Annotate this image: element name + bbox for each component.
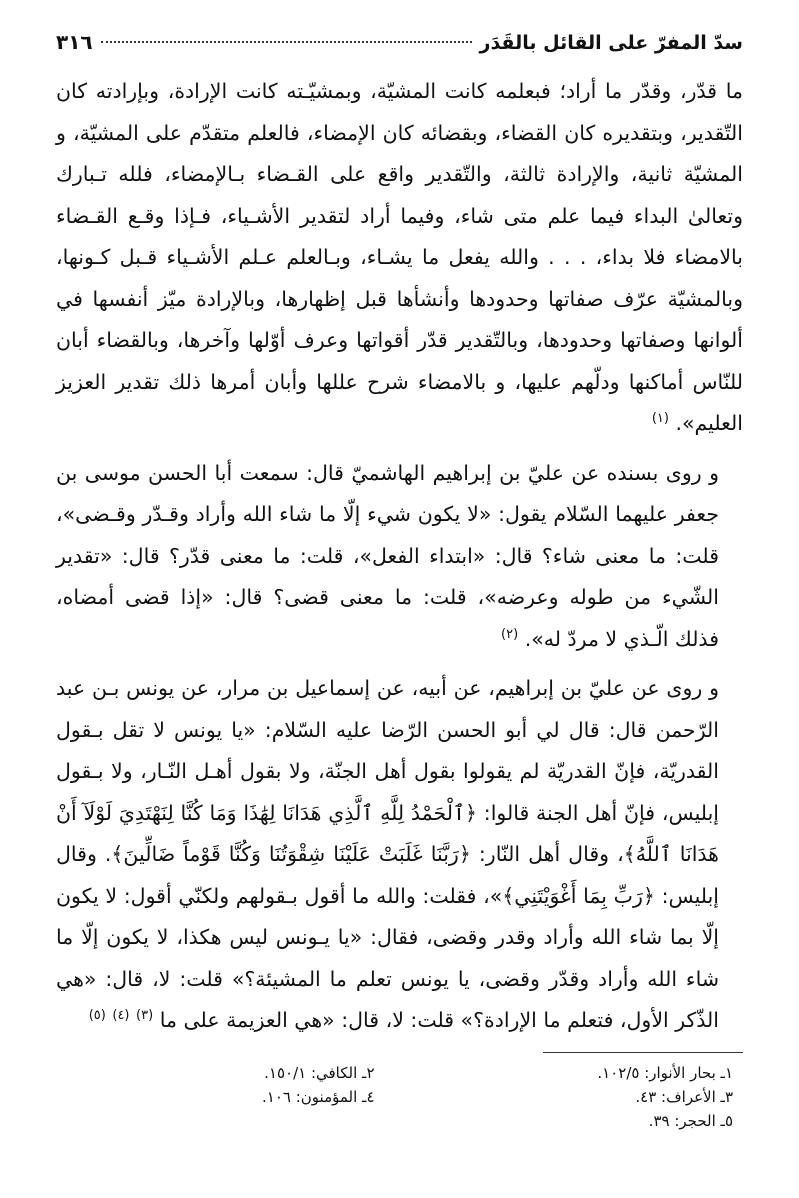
page-number: ٣١٦ <box>56 30 93 54</box>
footnote-marker-5: (٥) <box>88 1008 106 1024</box>
main-text <box>56 71 743 1042</box>
footnote-2: ٢ـ الكافي: ١٥٠/١. <box>264 1063 375 1082</box>
paragraph-1 <box>56 71 743 445</box>
footnote-marker-4: (٤) <box>112 1008 130 1024</box>
footnote-divider <box>543 1052 743 1053</box>
paragraph-3 <box>56 668 743 1042</box>
paragraph-1-text: ما قدّر، وقدّر ما أراد؛ فبعلمه كانت المشيّة، وبمشيّـته كانت الإرادة، وبإرادته كان التّقدير، وبتقديره كان القضاء، وبقضائه كان الإمضاء، فالعلم متقدّم على المشيّة، و المشيّة ثانية، والإرادة ثالثة، والتّقدير واقع على القـضاء بـالإمضاء، فلله تـبارك وتعالىٰ البداء فيما علم متى شاء، وفيما أراد لتقدير الأشـياء، فـإذا وقـع القـضاء بالامضاء فلا بداء، . . . والله يفعل ما يشـاء، وبـالعلم عـلم الأشـياء قـبل كـونها، وبالمشيّة عرّف صفاتها وحدودها وأنشأها قبل إظهارها، وبالإرادة ميّز أنفسها في ألوانها وصفاتها وحدودها، وبالتّقدير قدّر أقواتها وعرف أوّلها وآخرها، وبالقضاء أبان للنّاس أماكنها ودلّهم عليها، و بالامضاء شرح عللها وأبان أمرها ذلك تقدير العزيز العليم». <box>56 79 743 435</box>
footnote-marker-2: (٢) <box>501 626 519 642</box>
paragraph-2-text: و روى بسنده عن عليّ بن إبراهيم الهاشميّ قال: سمعت أبا الحسن موسى بن جعفر عليهما السّلام يقول: «لا يكون شيء إلّا ما شاء الله وأراد وقـدّر وقـضى»، قلت: ما معنى شاء؟ قال: «ابتداء الفعل»، قلت: ما معنى قدّر؟ قال: «تقدير الشّيء من طوله وعرضه»، قلت: ما معنى قضى؟ قال: «إذا قضى أمضاه، فذلك الّـذي لا مردّ له». <box>56 460 719 651</box>
footnote-3: ٣ـ الأعراف: ٤٣. <box>635 1087 733 1106</box>
header-dots <box>101 41 472 43</box>
footnote-marker-3: (٣) <box>136 1008 154 1024</box>
paragraph-2 <box>56 453 743 661</box>
running-header <box>56 28 743 57</box>
footnote-5: ٥ـ الحجر: ٣٩. <box>648 1111 733 1130</box>
footnotes <box>56 1061 743 1133</box>
paragraph-3-text: و روى عن عليّ بن إبراهيم، عن أبيه، عن إسماعيل بن مرار، عن يونس بـن عبد الرّحمن قال: قال لي أبو الحسن الرّضا عليه السّلام: «يا يونس لا تقل بـقول القدريّة، فإنّ القدريّة لم يقولوا بقول أهل الجنّة، ولا بقول أهـل النّـار، ولا بـقول إبليس، فإنّ أهل الجنة قالوا: ﴿ٱلْحَمْدُ لِلَّهِ ٱلَّذِي هَدَانَا لِهَٰذَا وَمَا كُنَّا لِنَهْتَدِيَ لَوْلَآ أَنْ هَدَانَا ٱللَّهُ﴾، وقال أهل النّار: ﴿رَبَّنَا غَلَبَتْ عَلَيْنَا شِقْوَتُنَا وَكُنَّا قَوْماً ضَالِّينَ﴾. وقال إبليس: ﴿رَبِّ بِمَا أَغْوَيْتَنِي﴾»، فقلت: والله ما أقول بـقولهم ولكنّي أقول: لا يكون إلّا بما شاء الله وأراد وقدر وقضى، فقال: «يا يـونس ليس هكذا، لا يكون إلّا ما شاء الله وأراد وقدّر وقضى، يا يونس تعلم ما المشيئة؟» قلت: لا، قال: «هي الذّكر الأول، فتعلم ما الإرادة؟» قلت: لا، قال: «هي العزيمة على ما <box>56 676 719 1032</box>
footnote-marker-1: (١) <box>651 411 669 427</box>
footnote-4: ٤ـ المؤمنون: ١٠٦. <box>262 1087 375 1106</box>
footnote-1: ١ـ بحار الأنوار: ١٠٢/٥. <box>597 1063 733 1082</box>
running-title: سدّ المفرّ على القائل بالقَدَر <box>479 32 743 54</box>
